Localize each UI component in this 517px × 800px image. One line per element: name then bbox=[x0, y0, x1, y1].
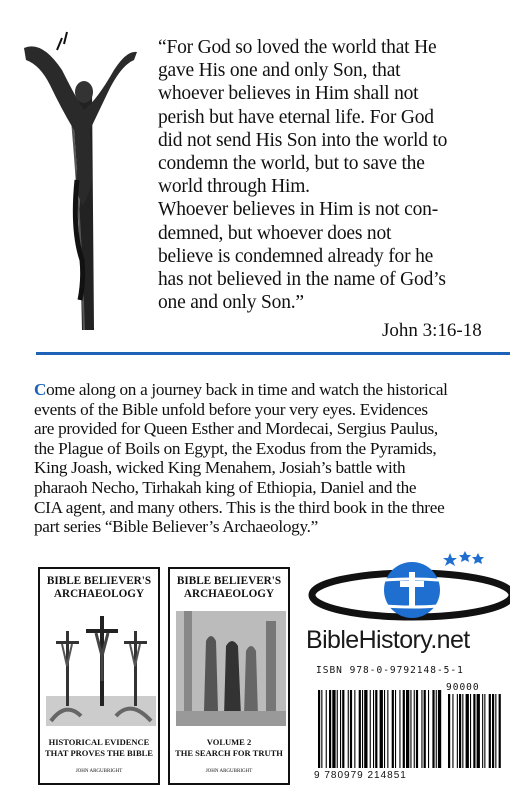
book-subtitle-line: THAT PROVES THE BIBLE bbox=[45, 748, 153, 758]
book-title bbox=[170, 575, 288, 601]
brand-name: BibleHistory.net bbox=[306, 626, 470, 654]
divider bbox=[36, 352, 510, 355]
book-title-line: ARCHAEOLOGY bbox=[183, 588, 275, 600]
quote-line: Whoever believes in Him is not con- bbox=[158, 199, 439, 221]
scripture-reference: John 3:16-18 bbox=[382, 320, 482, 341]
quote-line: has not believed in the name of God’s bbox=[158, 269, 446, 291]
crucifixion-engraving bbox=[46, 611, 156, 726]
book-description bbox=[34, 380, 512, 537]
quote-line: perish but have eternal life. For God bbox=[158, 106, 434, 128]
book-subtitle-line: HISTORICAL EVIDENCE bbox=[48, 737, 150, 747]
drop-cap: C bbox=[34, 380, 47, 399]
book-cover-volume-1 bbox=[38, 567, 160, 785]
price-code: 90000 bbox=[446, 682, 480, 693]
blurb-line: are provided for Queen Esther and Mordecai, Sergius Paulus, bbox=[34, 419, 438, 439]
book-cover-volume-2 bbox=[168, 567, 290, 785]
book-title bbox=[40, 575, 158, 601]
quote-line: demned, but whoever does not bbox=[158, 222, 392, 244]
book-subtitle-line: VOLUME 2 bbox=[206, 737, 252, 747]
blurb-line: events of the Bible unfold before your very eyes. Evidences bbox=[34, 399, 428, 419]
biblehistory-logo-icon bbox=[300, 545, 510, 625]
book-author: JOHN ARGUBRIGHT bbox=[205, 769, 253, 774]
quote-line: condemn the world, but to save the bbox=[158, 153, 425, 175]
blurb-line: the Plague of Boils on Egypt, the Exodus from the Pyramids, bbox=[34, 438, 437, 458]
blurb-line: part series “Bible Believer’s Archaeology.” bbox=[34, 517, 318, 537]
quote-line: “For God so loved the world that He bbox=[158, 37, 437, 58]
book-subtitle bbox=[40, 737, 158, 759]
book-title-line: ARCHAEOLOGY bbox=[53, 588, 145, 600]
quote-line: whoever believes in Him shall not bbox=[158, 83, 419, 105]
blurb-line: pharaoh Necho, Tirhakah king of Ethiopia, Daniel and the bbox=[34, 477, 417, 497]
blurb-line: CIA agent, and many others. This is the third book in the three bbox=[34, 497, 445, 517]
barcode-number: 9 780979 214851 bbox=[314, 770, 407, 781]
quote-line: world through Him. bbox=[158, 176, 310, 198]
crucifix-illustration bbox=[22, 30, 142, 330]
isbn-text: ISBN 978-0-9792148-5-1 bbox=[316, 665, 464, 676]
quote-line: believe is condemned already for he bbox=[158, 245, 434, 267]
book-subtitle-line: THE SEARCH FOR TRUTH bbox=[175, 748, 283, 758]
biblical-scene-engraving bbox=[176, 611, 286, 726]
book-title-line: BIBLE BELIEVER'S bbox=[46, 575, 152, 587]
quote-line: did not send His Son into the world to bbox=[158, 129, 448, 151]
book-subtitle bbox=[170, 737, 288, 759]
blurb-line: King Joash, wicked King Menahem, Josiah’s battle with bbox=[34, 458, 406, 478]
quote-line: one and only Son.” bbox=[158, 292, 304, 314]
book-author: JOHN ARGUBRIGHT bbox=[75, 769, 123, 774]
blurb-line: ome along on a journey back in time and watch the historical bbox=[46, 380, 448, 399]
quote-line: gave His one and only Son, that bbox=[158, 60, 401, 82]
book-title-line: BIBLE BELIEVER'S bbox=[176, 575, 282, 587]
barcode-icon bbox=[316, 690, 506, 768]
scripture-quote bbox=[158, 36, 503, 314]
